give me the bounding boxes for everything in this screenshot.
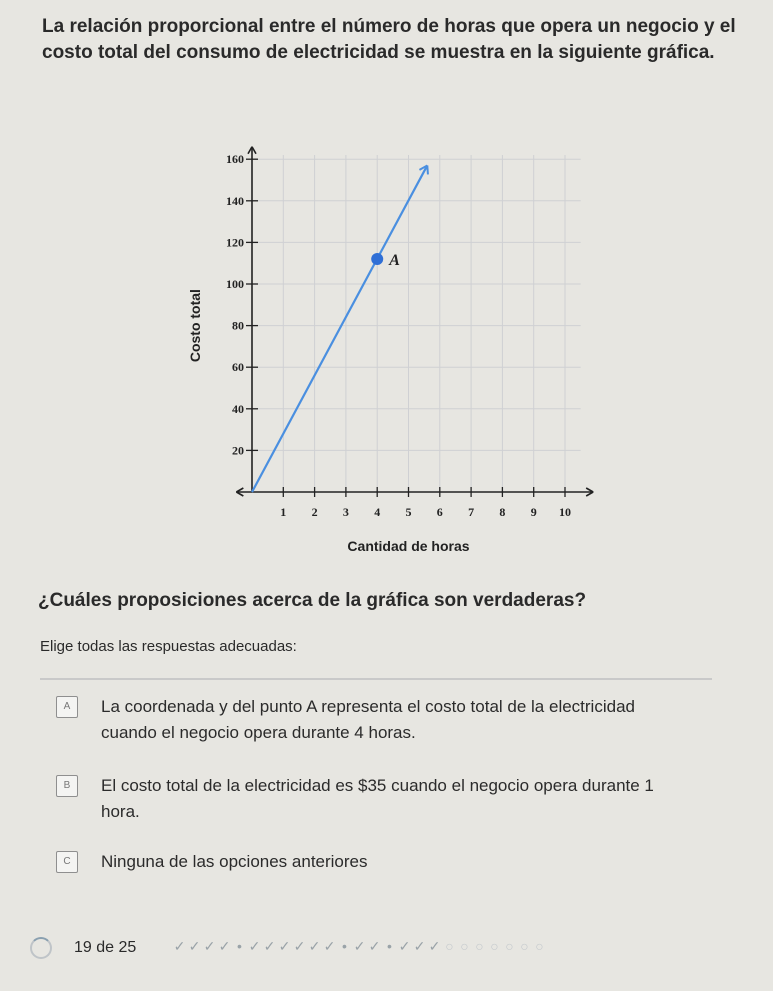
y-tick-label: 140 [226, 193, 244, 208]
question-prompt: ¿Cuáles proposiciones acerca de la gráfica son verdaderas? [38, 590, 587, 611]
y-tick-label: 60 [232, 360, 244, 375]
progress-check-icon: ✓ [398, 938, 411, 954]
point-a-label: A [389, 252, 400, 270]
option-c-text: Ninguna de las opciones anteriores [101, 852, 368, 871]
question-counter: 19 de 25 [74, 939, 137, 956]
progress-check-icon: ✓ [203, 938, 216, 954]
progress-check-icon: ✓ [428, 938, 441, 954]
x-axis-label: Cantidad de horas [347, 538, 470, 554]
progress-pending-icon: ○ [505, 938, 514, 954]
divider [40, 678, 712, 680]
x-tick-label: 7 [468, 505, 475, 519]
progress-check-icon: ✓ [278, 938, 291, 954]
y-tick-label: 20 [232, 443, 244, 458]
progress-check-icon: ✓ [413, 938, 426, 954]
progress-pending-icon: ○ [490, 938, 499, 954]
progress-pending-icon: ○ [460, 938, 469, 954]
loading-spinner-icon [30, 937, 52, 959]
progress-pending-icon: ○ [535, 938, 544, 954]
option-b-checkbox[interactable]: B [56, 775, 78, 797]
progress-check-icon: ✓ [293, 938, 306, 954]
question-text: La relación proporcional entre el número de horas que opera un negocio y el costo total del consumo de electricidad se muestra en la siguiente gráfica. [42, 16, 736, 63]
y-tick-label: 40 [232, 401, 244, 416]
progress-check-icon: ✓ [263, 938, 276, 954]
x-tick-label: 4 [374, 505, 381, 519]
instruction-text: Elige todas las respuestas adecuadas: [40, 638, 297, 655]
progress-dot-icon: • [387, 938, 392, 954]
x-tick-label: 2 [311, 505, 318, 519]
option-b-text: El costo total de la electricidad es $35 cuando el negocio opera durante 1 hora. [101, 776, 654, 821]
progress-check-icon: ✓ [188, 938, 201, 954]
progress-check-icon: ✓ [173, 938, 186, 954]
option-c-checkbox[interactable]: C [56, 851, 78, 873]
point-a [371, 253, 383, 265]
x-tick-label: 10 [559, 505, 571, 519]
x-tick-label: 8 [499, 505, 506, 519]
chart-svg [160, 140, 610, 570]
footer [30, 935, 750, 965]
y-tick-label: 160 [226, 152, 244, 167]
option-a-checkbox[interactable]: A [56, 696, 78, 718]
y-tick-label: 80 [232, 318, 244, 333]
y-tick-label: 120 [226, 235, 244, 250]
progress-pending-icon: ○ [520, 938, 529, 954]
progress-dot-icon: • [237, 938, 242, 954]
x-tick-label: 5 [405, 505, 412, 519]
y-axis-label: Costo total [187, 289, 203, 363]
y-tick-label: 100 [226, 277, 244, 291]
option-a-text: La coordenada y del punto A representa el costo total de la electricidad cuando el negocio opera durante 4 horas. [101, 697, 635, 742]
progress-check-icon: ✓ [353, 938, 366, 954]
x-tick-label: 9 [530, 505, 537, 519]
progress-dot-icon: • [342, 938, 347, 954]
x-tick-label: 6 [436, 505, 443, 519]
series-line [252, 165, 427, 492]
x-tick-label: 1 [280, 505, 287, 519]
progress-check-icon: ✓ [248, 938, 261, 954]
progress-track [172, 938, 547, 956]
progress-check-icon: ✓ [308, 938, 321, 954]
progress-pending-icon: ○ [475, 938, 484, 954]
progress-check-icon: ✓ [368, 938, 381, 954]
progress-check-icon: ✓ [218, 938, 231, 954]
proportional-cost-chart [160, 140, 610, 570]
x-tick-label: 3 [342, 505, 349, 519]
progress-check-icon: ✓ [323, 938, 336, 954]
progress-pending-icon: ○ [445, 938, 454, 954]
